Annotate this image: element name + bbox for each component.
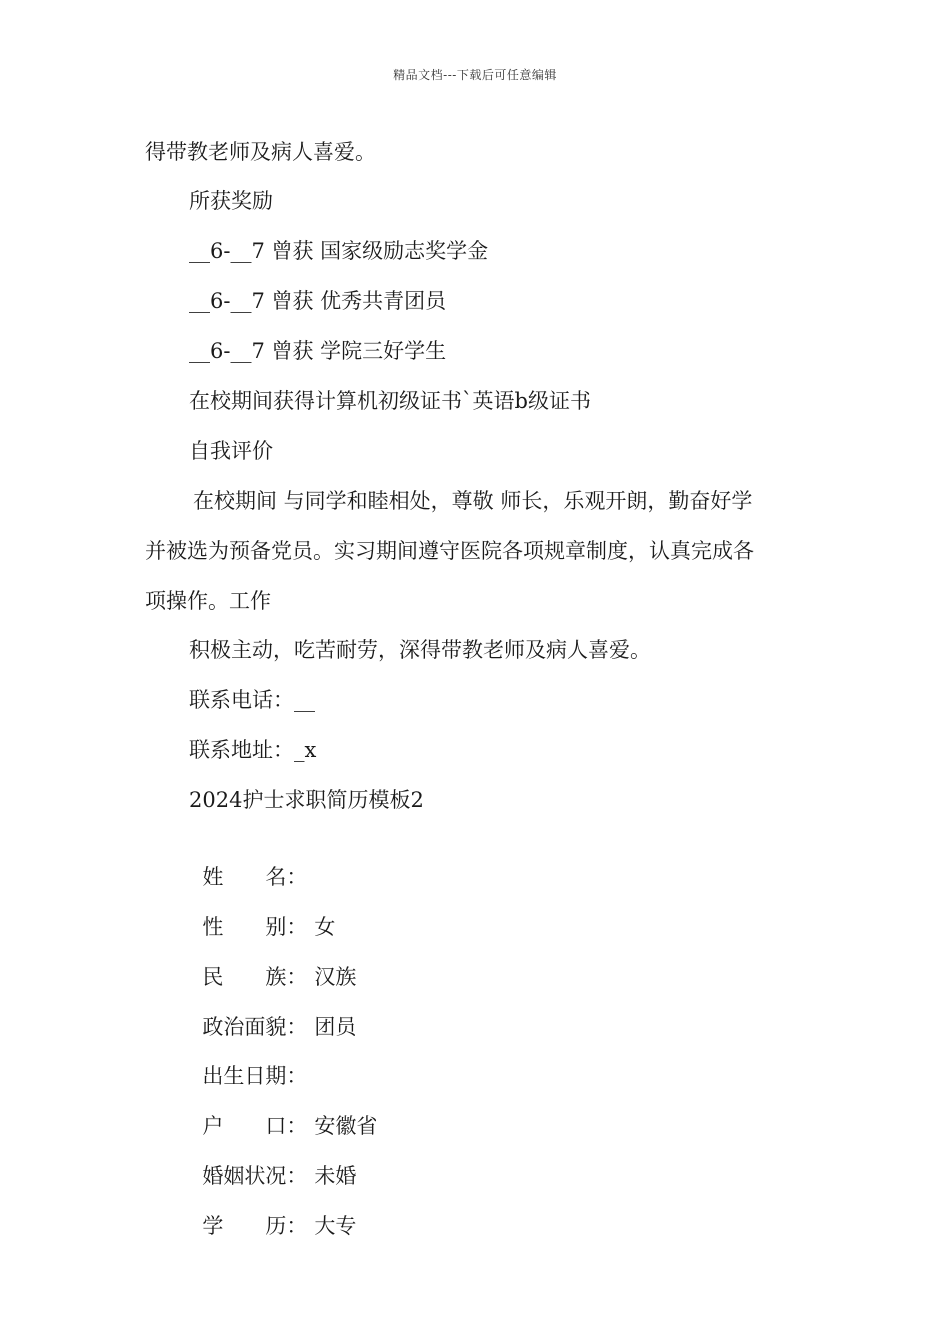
- field-name-label: 姓 名：: [202, 865, 308, 889]
- field-ethnicity: [189, 935, 356, 991]
- contact-phone: 联系电话：__: [189, 688, 315, 712]
- field-politics-label: 政治面貌：: [202, 1015, 308, 1039]
- certificate-line: 在校期间获得计算机初级证书`英语b级证书: [189, 389, 591, 413]
- field-gender-value: 女: [314, 915, 336, 939]
- field-hukou-value: 安徽省: [314, 1114, 378, 1138]
- field-education-label: 学 历：: [202, 1214, 308, 1238]
- field-hukou-label: 户 口：: [202, 1114, 308, 1138]
- award-item: __6-__7 曾获 国家级励志奖学金: [189, 239, 489, 263]
- award-item: __6-__7 曾获 学院三好学生: [189, 339, 447, 363]
- field-gender: [189, 885, 335, 941]
- field-gender-label: 性 别：: [202, 915, 308, 939]
- field-hukou: [189, 1084, 377, 1140]
- award-item: __6-__7 曾获 优秀共青团员: [189, 289, 447, 313]
- paragraph-line: 在校期间 与同学和睦相处，尊敬 师长，乐观开朗，勤奋好学: [193, 489, 753, 513]
- page-header: 精品文档---下载后可任意编辑: [393, 68, 557, 82]
- section-heading-awards: 所获奖励: [189, 189, 273, 213]
- field-birth-label: 出生日期：: [202, 1064, 308, 1088]
- contact-address: 联系地址：_x: [189, 738, 317, 762]
- text-line: 得带教老师及病人喜爱。: [145, 140, 376, 164]
- field-marital: [189, 1134, 356, 1190]
- field-politics: [189, 985, 356, 1041]
- field-birth: [189, 1034, 314, 1090]
- field-name: [189, 835, 314, 891]
- paragraph-line: 并被选为预备党员。实习期间遵守医院各项规章制度，认真完成各: [145, 539, 754, 563]
- field-education-value: 大专: [314, 1214, 357, 1238]
- template-title: 2024护士求职简历模板2: [189, 788, 424, 812]
- field-marital-value: 未婚: [314, 1164, 357, 1188]
- paragraph-line: 积极主动，吃苦耐劳，深得带教老师及病人喜爱。: [189, 638, 651, 662]
- field-ethnicity-value: 汉族: [314, 965, 357, 989]
- paragraph-line: 项操作。工作: [145, 589, 271, 613]
- field-politics-value: 团员: [314, 1015, 357, 1039]
- field-marital-label: 婚姻状况：: [202, 1164, 308, 1188]
- field-ethnicity-label: 民 族：: [202, 965, 308, 989]
- field-education: [189, 1184, 356, 1240]
- section-heading-self-evaluation: 自我评价: [189, 439, 273, 463]
